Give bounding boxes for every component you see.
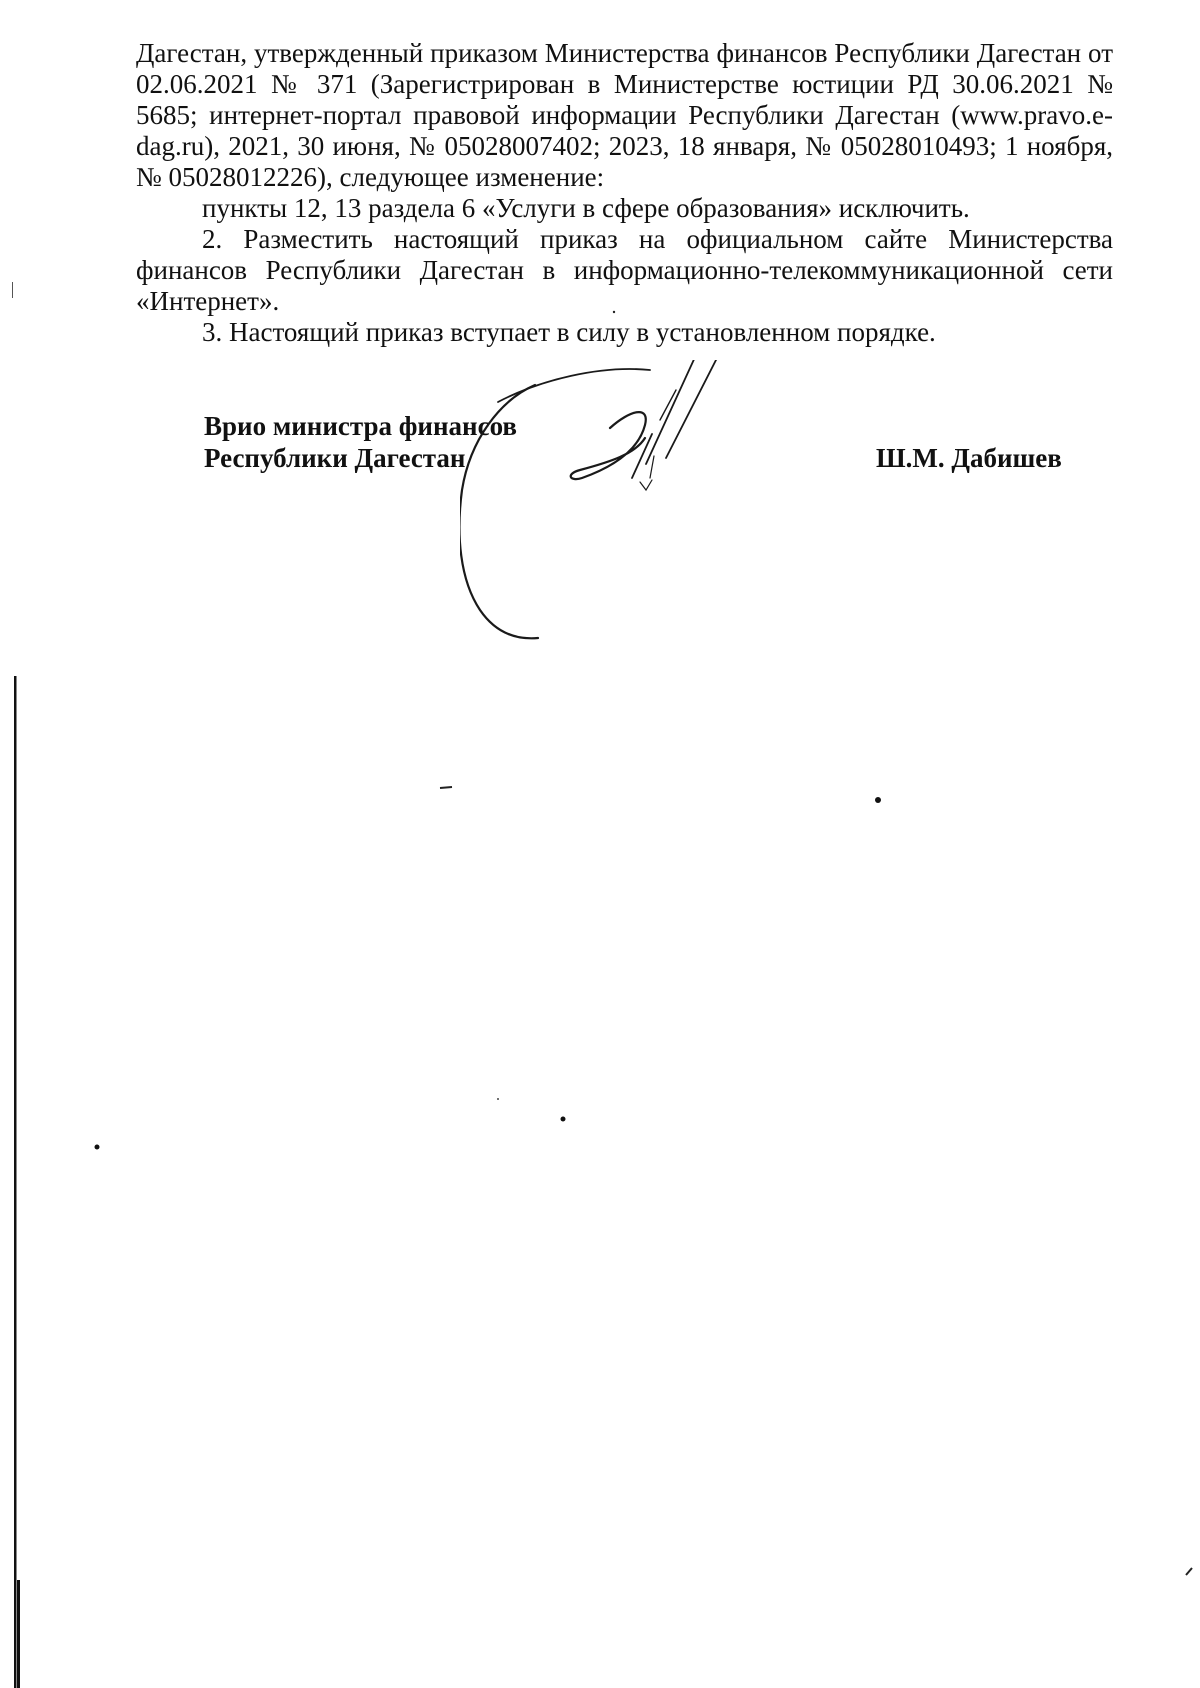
signatory-name: Ш.М. Дабишев xyxy=(876,443,1062,473)
handwritten-signature xyxy=(460,360,780,660)
signatory-position-line-2: Республики Дагестан xyxy=(204,443,466,473)
signatory-position-line-1: Врио министра финансов xyxy=(204,411,517,441)
document-body xyxy=(136,38,1113,348)
paragraph-amendment-content: пункты 12, 13 раздела 6 «Услуги в сфере образования» исключить. xyxy=(202,193,970,223)
paragraph-publication-order: 2. Разместить настоящий приказ на официальном сайте Министерства финансов Республики Дагестан в информационно-телекоммуникационной сети «Интернет». xyxy=(136,224,1113,316)
paragraph-entry-into-force: 3. Настоящий приказ вступает в силу в установленном порядке. xyxy=(202,317,936,347)
paragraph-amendment-reference: Дагестан, утвержденный приказом Министерства финансов Республики Дагестан от 02.06.2021 № 371 (Зарегистрирован в Министерстве юстиции РД 30.06.2021 № 5685; интернет-портал правовой информации Республики Дагестан (www.pravo.e-dag.ru), 2021, 30 июня, № 05028007402; 2023, 18 января, № 05028010493; 1 ноября, № 05028012226), следующее изменение: xyxy=(136,38,1113,192)
